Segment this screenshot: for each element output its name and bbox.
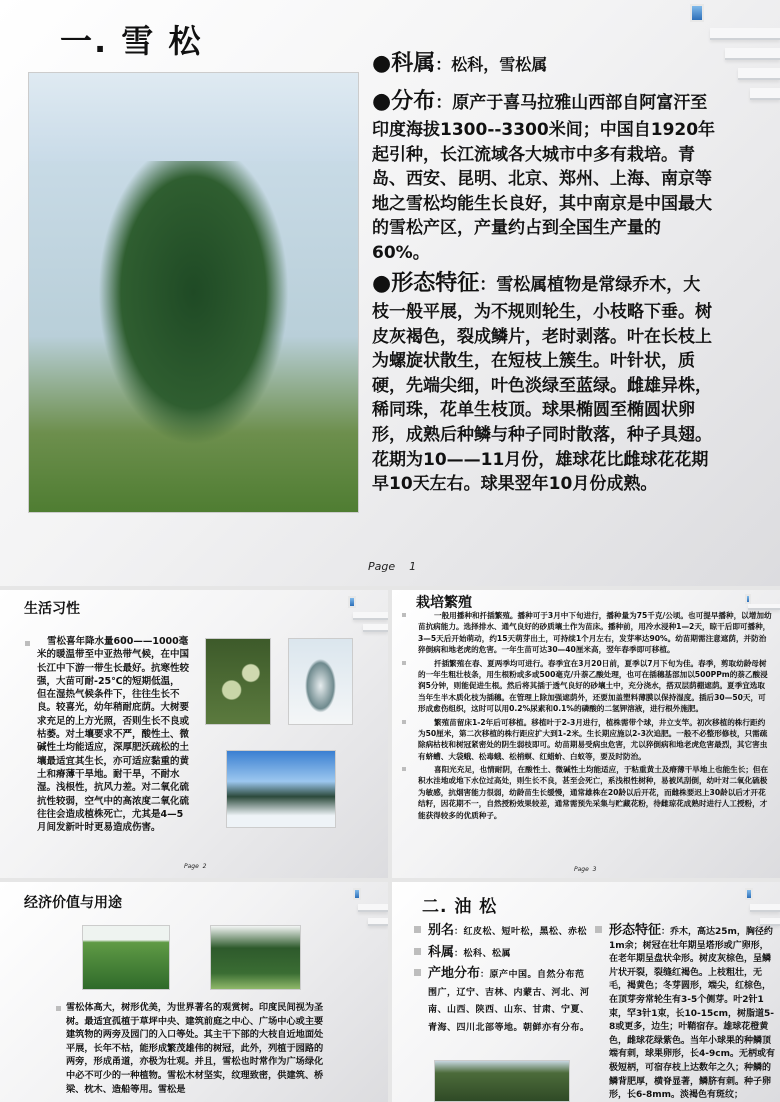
paragraph — [400, 717, 772, 763]
slide-3 — [392, 590, 780, 878]
paragraph-text: 喜阳光充足，也情耐阴，在酸性土、微碱性土均能适应，于粘重黄土及瘠薄干旱地上也能生长；但在积水洼地或地下水位过高处，则生长不良，甚至会死亡，系浅根性树种，易被风刮倒，幼叶对二氧化硫极为敏感，抗烟害能力很弱，幼龄苗生长缓慢，通常雄株在20龄以后开花，而雌株要迟上30龄以后才开花结籽，因花期不一，自然授粉效果较差，通常需预先采集与贮藏花粉，待雌琼花成熟时进行人工授粉，才能获得较多的优质种子。 — [418, 765, 769, 820]
bullet-icon — [402, 661, 406, 665]
bullet-icon — [414, 969, 421, 976]
bullet-icon — [25, 641, 30, 646]
body-text: 雪松体高大，树形优美，为世界著名的观赏树。印度民间视为圣树。最适宜孤植于草坪中央、建筑前庭之中心、广场中心或主要建筑物的两旁及园门的入口等处。其主干下部的大枝自近地面处平展，长年不枯，能形成繁茂雄伟的树冠，此外，列植于园路的两旁，形成甬道，亦极为壮观。并且，雪松也时常作为广场绿化中必不可少的一种植物。雪松木材坚实，纹理致密，供建筑、桥梁、枕木、造船等用。雪松是 — [66, 1002, 324, 1095]
paragraph — [400, 658, 772, 715]
bullet-icon — [402, 767, 406, 771]
stairs-decoration — [298, 882, 388, 942]
slide-title: 栽培繁殖 — [416, 595, 472, 611]
slide-title: 生活习性 — [24, 601, 80, 617]
left-column — [414, 922, 590, 1035]
left-item — [414, 922, 590, 940]
bullet-icon — [595, 926, 602, 933]
item-text: ：红皮松、短叶松，黑松、赤松 — [454, 927, 588, 937]
item-label: 形态特征 — [609, 923, 662, 938]
right-column — [595, 924, 775, 1101]
slide-5 — [392, 882, 780, 1102]
bullet-icon — [414, 926, 421, 933]
left-item — [414, 965, 590, 1035]
bullet-icon — [414, 948, 421, 955]
paragraph-text: 繁殖苗留床1-2年后可移植。移植叶于2-3月进行，植株需带个球，井立支竿。初次移植的株行距约为50厘米，第二次移植的株行距应扩大到1-2米。生长期应施以2-3次追肥。一般不必整形修枝，只需疏除病枯枝和树冠紧密处的阴生弱枝即可。幼苗期易受病虫危害，尤以猝倒病和地老虎危害最烈，其它害虫有蛴螬、大袋蛾、松毒蛾、松梢螟、红蜡蚧、白蚁等，要及时防治。 — [418, 717, 768, 761]
slide1-item-3: ●形态特征：雪松属植物是常绿乔木，大枝一般平展，为不规则轮生，小枝略下垂。树皮灰褐色，裂成鳞片，老时剥落。叶在长枝上为螺旋状散生，在短枝上簇生。叶针状，质硬，先端尖细，叶色淡绿至蓝绿。雌雄异株，稀同珠，花单生枝顶。球果椭圆至椭圆状卵形，成熟后种鳞与种子同时散落，种子具翅。花期为10——11月份，雄球花比雌球花花期早10天左右。球果翌年10月份成熟。 — [372, 271, 712, 495]
paragraph-text: 扦插繁殖在春、夏两季均可进行。春季宜在3月20日前，夏季以7月下旬为佳。春季，剪取幼龄母树的一年生粗壮枝条，用生根粉或多或500毫克/升萘乙酸处理，也可在插穗基部加以500PPm的萘乙酸浸润5分钟，则能促进生根。然后将其插于透气良好的砂壤土中，充分浇水，搭双层荫棚遮荫。夏季宜选取当年生半木质化枝为插穗。在管理上除加强遮荫外，还要加盖塑料薄膜以保持湿度。插后30—50天，可形成愈伤组织，这时可以用0.2%尿素和0.1%的磷酸的二氢钾溶液，进行根外施肥。 — [418, 658, 768, 714]
bullet-icon — [402, 720, 406, 724]
item-text: ：原产中国。自然分布范围广，辽宁、吉林、内蒙古、河北、河南、山西、陕西、山东、甘肃、宁夏、青海、四川北部等地。朝鲜亦有分布。 — [428, 970, 590, 1033]
item-label: 产地分布 — [428, 966, 481, 981]
bullet-icon — [402, 613, 406, 617]
paragraph-text: 一般用播种和扦插繁殖。播种可于3月中下旬进行，播种量为75千克/公顷。也可提早播种，以增加幼苗抗病能力。选择排水、通气良好的砂质壤土作为苗床。播种前，用冷水浸种1—2天，晾干后即可播种，3—5天后开始萌动，约15天萌芽出土，可持续1个月左右，发芽率达90%。幼苗期需注意遮荫，并防治猝倒病和地老虎的危害。一年生苗可达30—40厘米高，翌年春季即可移植。 — [418, 611, 772, 655]
page-title: 一. 雪 松 — [60, 22, 203, 60]
paragraph — [400, 610, 772, 656]
paragraph-list — [400, 610, 772, 821]
item-label: 别名 — [428, 923, 455, 938]
page-number: Page 1 — [368, 560, 417, 573]
slide-4 — [0, 882, 388, 1102]
slide-2 — [0, 590, 388, 878]
item-label: 科属 — [428, 944, 455, 960]
bullet-icon — [56, 1006, 61, 1011]
page-number: Page 3 — [574, 866, 597, 873]
cedar-grove-photo — [210, 925, 301, 990]
item-text: ：松科、松属 — [454, 948, 512, 959]
cedar-tree-photo — [28, 72, 359, 513]
left-item — [414, 944, 590, 962]
cones-photo — [205, 638, 271, 725]
slide1-item-2: ●分布：原产于喜马拉雅山西部自阿富汗至印度海拔1300--3300米间；中国自1920年起引种，长江流域各大城市中多有栽培。青岛、西安、昆明、北京、郑州、上海、南京等地之雪松均能生长良好，其中南京是中国最大的雪松产区，产量约占到全国生产量的60%。 — [372, 89, 716, 264]
snowy-forest-photo — [226, 750, 336, 828]
pine-photo — [434, 1060, 570, 1102]
paragraph — [400, 764, 772, 821]
page-number: Page 2 — [184, 863, 207, 870]
cedar-nursery-photo — [82, 925, 170, 990]
snowy-cedar-photo — [288, 638, 353, 725]
slide1-item-1: ●科属：松科，雪松属 — [372, 51, 548, 76]
slide-title: 二. 油 松 — [422, 897, 498, 917]
item-text: ：乔木，高达25m，胸径约1m余；树冠在壮年期呈塔形或广卵形，在老年期呈盘状伞形。树皮灰棕色，呈鳞片状开裂，裂缝红褐色。上枝粗壮，无毛，褐黄色；冬芽圆形，端尖，红棕色，在顶芽旁常轮生有3-5个侧芽。叶2针1束，罕3针1束，长10-15cm，树脂道5-8或更多，边生；叶鞘宿存。雄球花橙黄色，雌球花绿紫色。当年小球果的种鳞顶端有刺，球果卵形，长4-9cm。无柄或有极短柄，可宿存枝上达数年之久；种鳞的鳞背肥厚，横脊显著，鳞脐有刺。种子卵形，长6-8mm。淡褐色有斑纹； — [609, 927, 775, 1101]
body-text: 雪松喜年降水量600——1000毫米的暖温带至中亚热带气候，在中国长江中下游一带生长最好。抗寒性较强，大苗可耐-25℃的短期低温，但在湿热气候条件下，往往生长不良。较喜光，幼年稍耐庇荫。大树要求充足的上方光照，否则生长不良或枯萎。对土壤要求不严，酸性土、微碱性土均能适应，深厚肥沃疏松的土壤最适宜其生长，亦可适应黏重的黄土和瘠薄干旱地。耐干旱，不耐水湿。浅根性，抗风力差。对二氧化硫抗性较弱，空气中的高浓度二氧化硫往往会造成植株死亡，尤其是4—5月间发新叶时更易造成伤害。 — [37, 636, 190, 834]
slide-title: 经济价值与用途 — [24, 895, 122, 911]
